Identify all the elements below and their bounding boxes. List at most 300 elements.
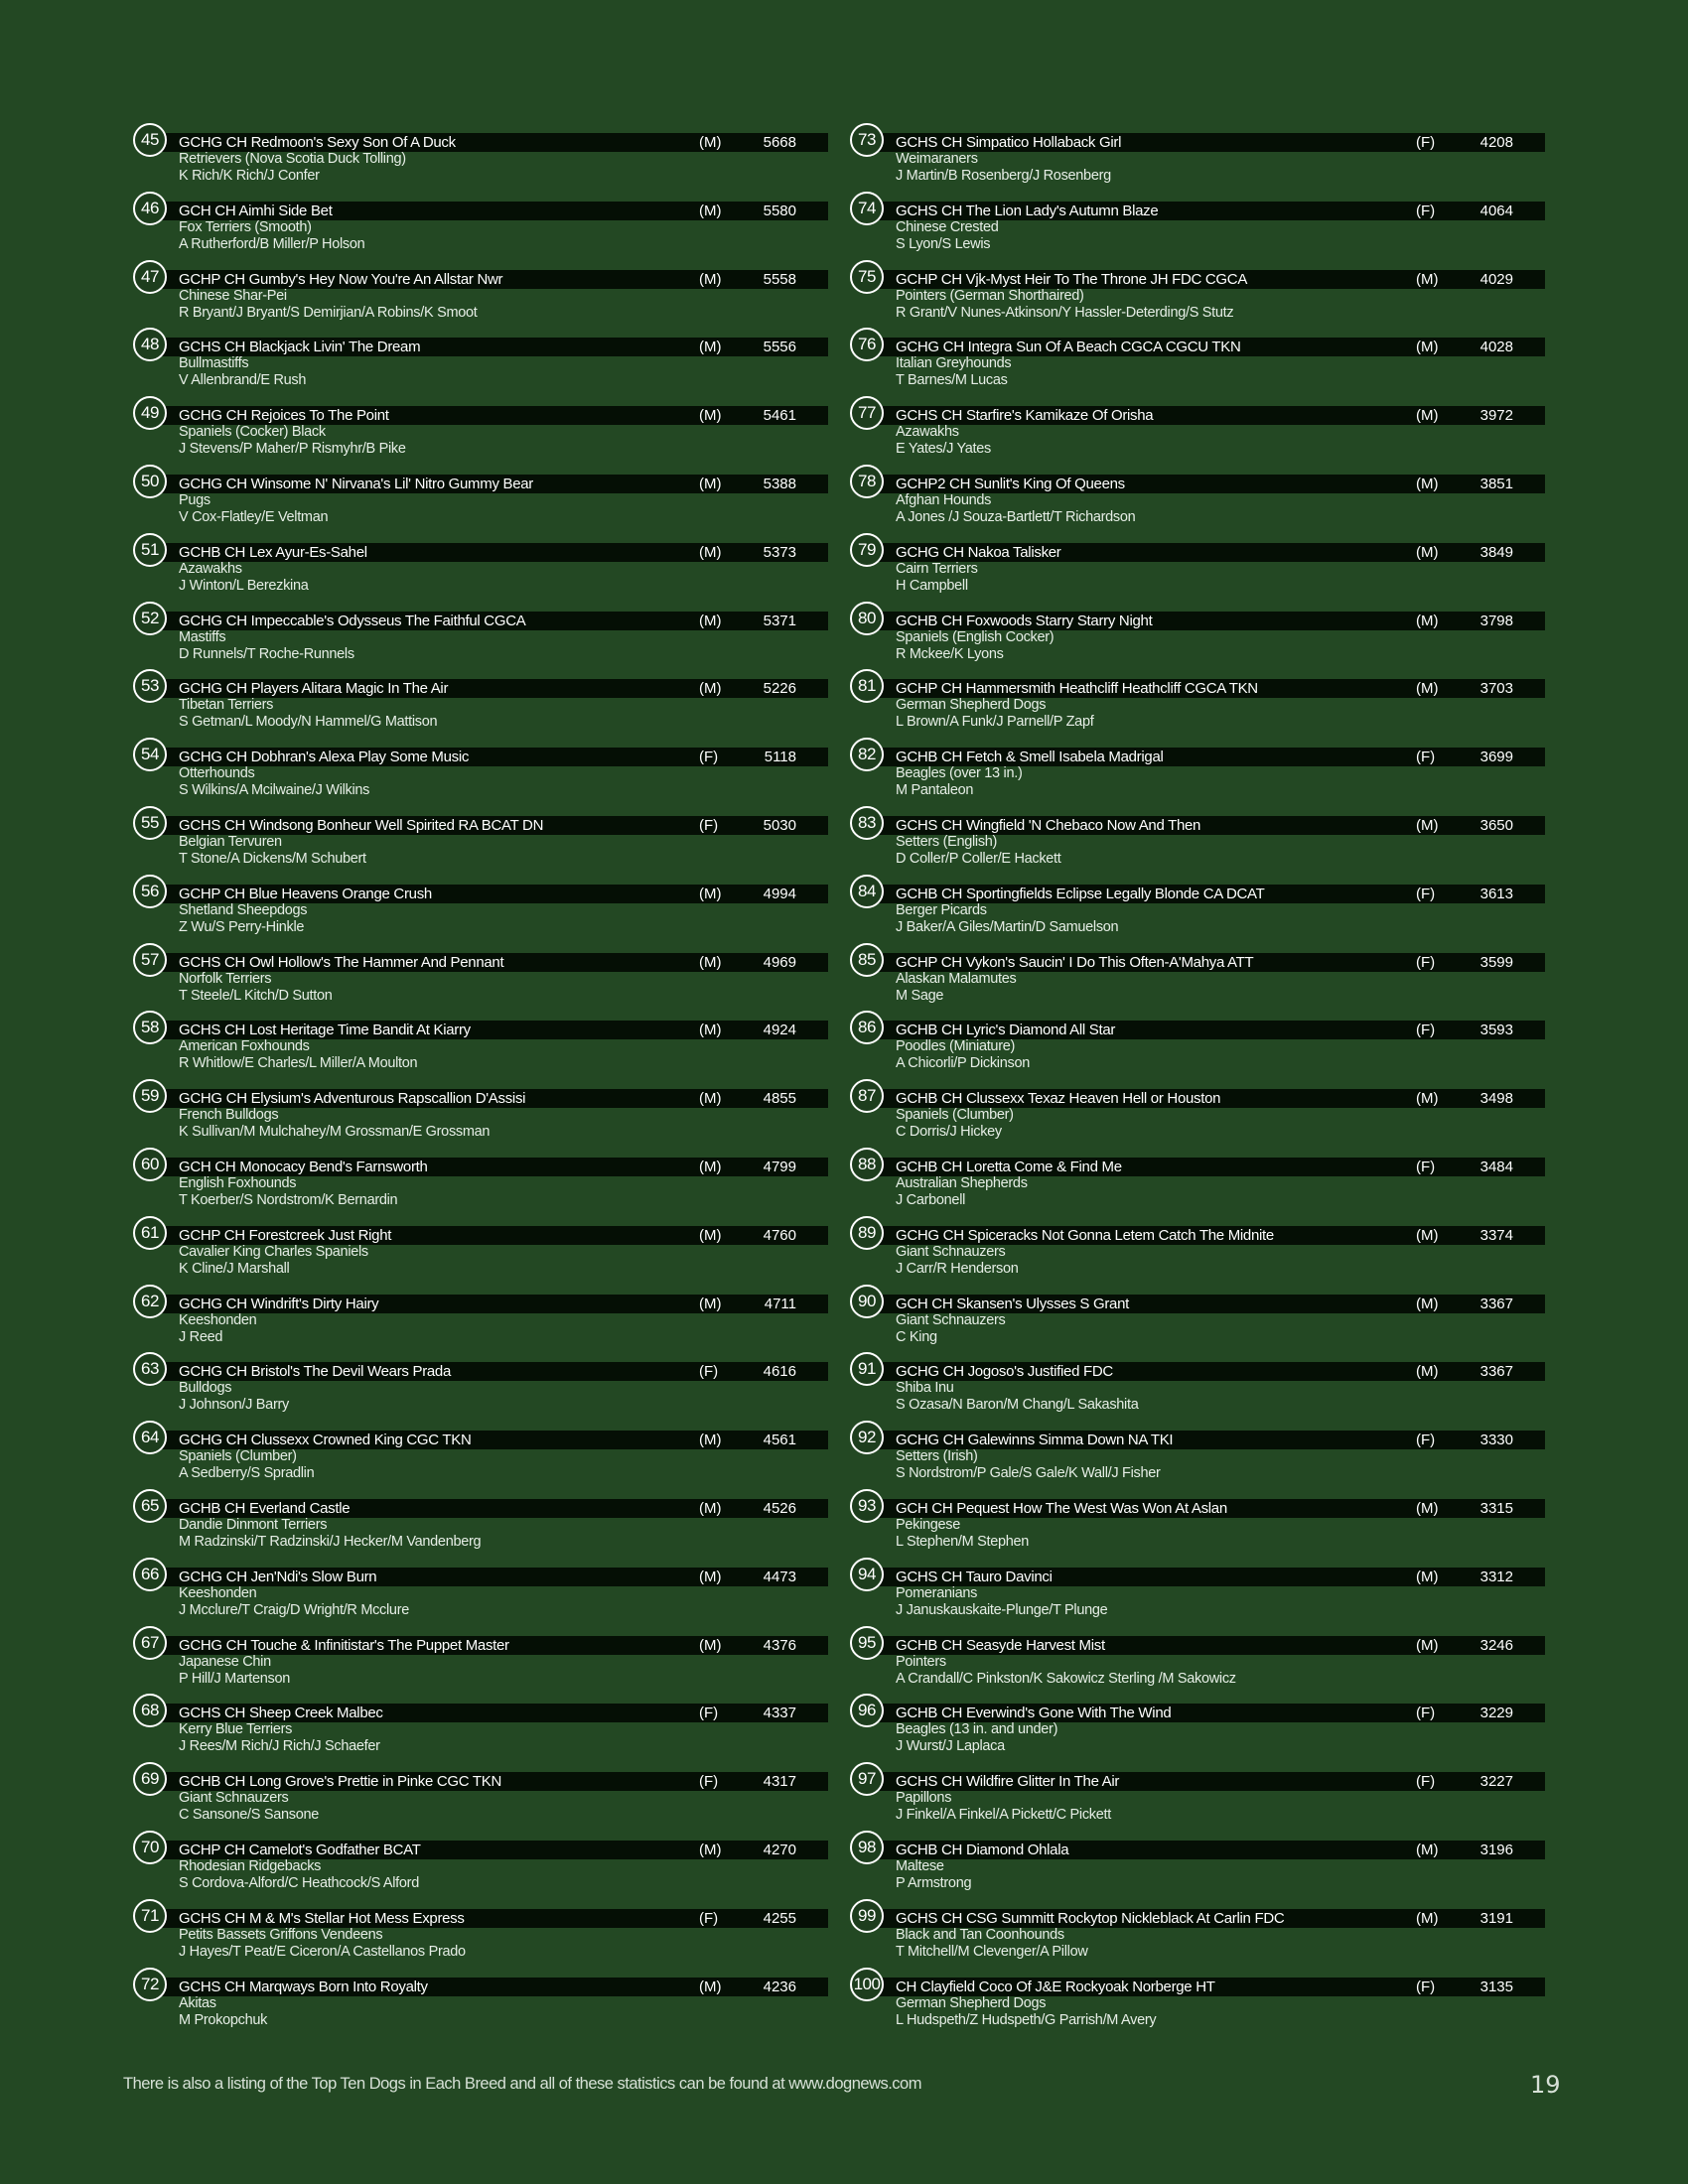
dog-name: GCH CH Pequest How The West Was Won At Aslan bbox=[896, 1499, 1227, 1517]
rank-badge: 63 bbox=[133, 1352, 167, 1386]
rank-badge: 58 bbox=[133, 1011, 167, 1044]
rankings-column-left bbox=[133, 123, 828, 2035]
dog-sex: (F) bbox=[1416, 202, 1436, 219]
dog-name: GCHB CH Loretta Come & Find Me bbox=[896, 1158, 1122, 1175]
dog-points: 3798 bbox=[1479, 612, 1513, 629]
footer-note: There is also a listing of the Top Ten Dogs in Each Breed and all of these statistics can be found at www.dognews.com bbox=[123, 2075, 921, 2093]
rank-badge: 56 bbox=[133, 875, 167, 908]
dog-name: GCHP CH Hammersmith Heathcliff Heathcliff CGCA TKN bbox=[896, 680, 1258, 698]
ranking-entry bbox=[133, 533, 828, 602]
ranking-entry bbox=[133, 806, 828, 875]
dog-name: GCHG CH Rejoices To The Point bbox=[179, 407, 389, 425]
rank-badge: 53 bbox=[133, 669, 167, 703]
ranking-entry bbox=[133, 1216, 828, 1285]
dog-sex: (M) bbox=[699, 270, 722, 288]
dog-name: GCHB CH Lyric's Diamond All Star bbox=[896, 1022, 1116, 1039]
dog-breed: Kerry Blue Terriers bbox=[179, 1721, 293, 1738]
dog-points: 5461 bbox=[763, 407, 796, 425]
dog-points: 3312 bbox=[1479, 1568, 1513, 1585]
rank-badge: 77 bbox=[850, 396, 884, 430]
rank-badge: 80 bbox=[850, 602, 884, 635]
dog-points: 4799 bbox=[763, 1158, 796, 1175]
dog-points: 4561 bbox=[763, 1432, 796, 1449]
rank-badge: 71 bbox=[133, 1899, 167, 1933]
dog-owners: J Mcclure/T Craig/D Wright/R Mcclure bbox=[179, 1601, 409, 1618]
dog-owners: R Bryant/J Bryant/S Demirjian/A Robins/K Smoot bbox=[179, 304, 478, 321]
rank-badge: 97 bbox=[850, 1762, 884, 1796]
dog-sex: (M) bbox=[1416, 1636, 1439, 1654]
dog-owners: P Armstrong bbox=[896, 1874, 972, 1891]
rank-badge: 57 bbox=[133, 943, 167, 977]
dog-points: 3330 bbox=[1479, 1432, 1513, 1449]
rankings-column-right bbox=[850, 123, 1545, 2035]
ranking-entry bbox=[133, 396, 828, 465]
dog-breed: Pugs bbox=[179, 491, 211, 508]
ranking-entry bbox=[850, 1421, 1545, 1489]
dog-owners: J Wurst/J Laplaca bbox=[896, 1738, 1005, 1755]
dog-breed: Pomeranians bbox=[896, 1584, 978, 1601]
dog-owners: T Steele/L Kitch/D Sutton bbox=[179, 987, 333, 1004]
ranking-entry bbox=[133, 1831, 828, 1899]
dog-sex: (M) bbox=[699, 1295, 722, 1312]
dog-breed: Fox Terriers (Smooth) bbox=[179, 218, 312, 235]
dog-owners: T Barnes/M Lucas bbox=[896, 372, 1008, 389]
ranking-entry bbox=[850, 260, 1545, 329]
dog-sex: (M) bbox=[1416, 1909, 1439, 1927]
ranking-entry bbox=[133, 1968, 828, 2036]
dog-breed: English Foxhounds bbox=[179, 1174, 297, 1191]
dog-sex: (F) bbox=[1416, 953, 1436, 971]
dog-breed: Spaniels (English Cocker) bbox=[896, 628, 1055, 645]
rank-badge: 48 bbox=[133, 328, 167, 361]
dog-breed: Chinese Crested bbox=[896, 218, 999, 235]
ranking-entry bbox=[133, 1421, 828, 1489]
dog-sex: (M) bbox=[699, 1090, 722, 1108]
dog-points: 3851 bbox=[1479, 475, 1513, 492]
dog-sex: (F) bbox=[1416, 1158, 1436, 1175]
ranking-entry bbox=[133, 943, 828, 1012]
dog-breed: Spaniels (Clumber) bbox=[179, 1448, 297, 1465]
dog-name: GCH CH Monocacy Bend's Farnsworth bbox=[179, 1158, 428, 1175]
dog-owners: R Whitlow/E Charles/L Miller/A Moulton bbox=[179, 1055, 418, 1072]
dog-sex: (M) bbox=[1416, 1226, 1439, 1244]
dog-sex: (M) bbox=[1416, 339, 1439, 356]
dog-sex: (M) bbox=[699, 1499, 722, 1517]
dog-points: 4376 bbox=[763, 1636, 796, 1654]
rank-badge: 86 bbox=[850, 1011, 884, 1044]
ranking-entry bbox=[850, 1352, 1545, 1421]
dog-points: 4028 bbox=[1479, 339, 1513, 356]
dog-breed: Giant Schnauzers bbox=[896, 1243, 1006, 1260]
ranking-entry bbox=[133, 1148, 828, 1216]
dog-owners: K Cline/J Marshall bbox=[179, 1260, 290, 1277]
dog-sex: (F) bbox=[699, 1773, 719, 1791]
dog-name: GCHB CH Fetch & Smell Isabela Madrigal bbox=[896, 749, 1164, 766]
rank-badge: 74 bbox=[850, 192, 884, 225]
dog-name: GCHB CH Everwind's Gone With The Wind bbox=[896, 1705, 1172, 1722]
rank-badge: 94 bbox=[850, 1558, 884, 1591]
dog-points: 3599 bbox=[1479, 953, 1513, 971]
dog-name: GCHG CH Players Alitara Magic In The Air bbox=[179, 680, 449, 698]
dog-sex: (M) bbox=[1416, 1090, 1439, 1108]
dog-owners: D Coller/P Coller/E Hackett bbox=[896, 850, 1061, 867]
dog-owners: A Rutherford/B Miller/P Holson bbox=[179, 235, 365, 252]
dog-breed: American Foxhounds bbox=[179, 1038, 310, 1055]
dog-sex: (F) bbox=[1416, 1773, 1436, 1791]
dog-breed: Spaniels (Clumber) bbox=[896, 1107, 1014, 1124]
ranking-entry bbox=[133, 1489, 828, 1558]
dog-owners: J Rees/M Rich/J Rich/J Schaefer bbox=[179, 1738, 380, 1755]
dog-owners: J Hayes/T Peat/E Ciceron/A Castellanos Prado bbox=[179, 1943, 466, 1960]
dog-owners: S Nordstrom/P Gale/S Gale/K Wall/J Fisher bbox=[896, 1465, 1161, 1482]
dog-name: GCH CH Skansen's Ulysses S Grant bbox=[896, 1295, 1129, 1312]
dog-name: GCHS CH M & M's Stellar Hot Mess Express bbox=[179, 1909, 465, 1927]
ranking-entry bbox=[133, 465, 828, 533]
dog-name: GCHP CH Gumby's Hey Now You're An Allstar Nwr bbox=[179, 270, 503, 288]
dog-points: 3699 bbox=[1479, 749, 1513, 766]
dog-sex: (F) bbox=[699, 749, 719, 766]
dog-points: 4760 bbox=[763, 1226, 796, 1244]
dog-breed: Afghan Hounds bbox=[896, 491, 992, 508]
ranking-entry bbox=[133, 1899, 828, 1968]
dog-name: GCHG CH Elysium's Adventurous Rapscallion D'Assisi bbox=[179, 1090, 526, 1108]
dog-breed: Chinese Shar-Pei bbox=[179, 287, 287, 304]
dog-owners: V Cox-Flatley/E Veltman bbox=[179, 508, 329, 525]
dog-breed: Japanese Chin bbox=[179, 1653, 271, 1670]
rank-badge: 65 bbox=[133, 1489, 167, 1523]
dog-breed: Retrievers (Nova Scotia Duck Tolling) bbox=[179, 151, 406, 167]
dog-sex: (M) bbox=[699, 1568, 722, 1585]
dog-owners: J Winton/L Berezkina bbox=[179, 577, 309, 594]
dog-breed: Alaskan Malamutes bbox=[896, 970, 1017, 987]
ranking-entry bbox=[850, 533, 1545, 602]
dog-name: GCHS CH Blackjack Livin' The Dream bbox=[179, 339, 421, 356]
dog-owners: A Crandall/C Pinkston/K Sakowicz Sterling /M Sakowicz bbox=[896, 1670, 1236, 1687]
dog-breed: Azawakhs bbox=[896, 424, 959, 441]
dog-owners: C Sansone/S Sansone bbox=[179, 1807, 320, 1824]
dog-breed: Pekingese bbox=[896, 1516, 961, 1533]
dog-owners: T Stone/A Dickens/M Schubert bbox=[179, 850, 366, 867]
ranking-entry bbox=[850, 1148, 1545, 1216]
dog-sex: (M) bbox=[699, 1841, 722, 1858]
dog-sex: (F) bbox=[1416, 1432, 1436, 1449]
dog-points: 4526 bbox=[763, 1499, 796, 1517]
dog-owners: J Baker/A Giles/Martin/D Samuelson bbox=[896, 918, 1119, 935]
dog-breed: Keeshonden bbox=[179, 1311, 257, 1328]
dog-sex: (F) bbox=[1416, 885, 1436, 902]
dog-points: 5373 bbox=[763, 543, 796, 561]
dog-points: 5118 bbox=[764, 749, 796, 766]
ranking-entry bbox=[133, 1762, 828, 1831]
ranking-entry bbox=[850, 1968, 1545, 2036]
dog-owners: T Koerber/S Nordstrom/K Bernardin bbox=[179, 1191, 398, 1208]
dog-points: 4029 bbox=[1479, 270, 1513, 288]
rank-badge: 50 bbox=[133, 465, 167, 498]
ranking-entry bbox=[850, 602, 1545, 670]
dog-points: 3484 bbox=[1479, 1158, 1513, 1175]
dog-breed: Tibetan Terriers bbox=[179, 697, 274, 714]
dog-breed: Dandie Dinmont Terriers bbox=[179, 1516, 328, 1533]
dog-owners: A Sedberry/S Spradlin bbox=[179, 1465, 315, 1482]
ranking-entry bbox=[850, 943, 1545, 1012]
dog-points: 4924 bbox=[763, 1022, 796, 1039]
dog-owners: J Finkel/A Finkel/A Pickett/C Pickett bbox=[896, 1807, 1111, 1824]
rank-badge: 92 bbox=[850, 1421, 884, 1454]
dog-name: GCHS CH The Lion Lady's Autumn Blaze bbox=[896, 202, 1159, 219]
dog-sex: (M) bbox=[699, 1022, 722, 1039]
dog-name: GCHG CH Integra Sun Of A Beach CGCA CGCU TKN bbox=[896, 339, 1241, 356]
dog-points: 4337 bbox=[763, 1705, 796, 1722]
rank-badge: 75 bbox=[850, 260, 884, 294]
dog-name: GCHB CH Clussexx Texaz Heaven Hell or Houston bbox=[896, 1090, 1221, 1108]
ranking-entry bbox=[850, 192, 1545, 260]
dog-name: GCHG CH Touche & Infinitistar's The Puppet Master bbox=[179, 1636, 509, 1654]
dog-name: GCHB CH Diamond Ohlala bbox=[896, 1841, 1069, 1858]
dog-breed: Black and Tan Coonhounds bbox=[896, 1926, 1064, 1943]
rank-badge: 76 bbox=[850, 328, 884, 361]
dog-breed: Setters (English) bbox=[896, 833, 998, 850]
dog-breed: Pointers bbox=[896, 1653, 946, 1670]
dog-name: GCHS CH Wingfield 'N Chebaco Now And Then bbox=[896, 816, 1201, 834]
dog-breed: Mastiffs bbox=[179, 628, 226, 645]
ranking-entry bbox=[850, 1216, 1545, 1285]
dog-owners: M Pantaleon bbox=[896, 782, 974, 799]
dog-owners: R Grant/V Nunes-Atkinson/Y Hassler-Deterding/S Stutz bbox=[896, 304, 1234, 321]
dog-points: 3191 bbox=[1479, 1909, 1513, 1927]
ranking-entry bbox=[133, 1352, 828, 1421]
dog-breed: Giant Schnauzers bbox=[179, 1790, 289, 1807]
page-number: 19 bbox=[1530, 2071, 1561, 2099]
rank-badge: 89 bbox=[850, 1216, 884, 1250]
dog-sex: (F) bbox=[1416, 749, 1436, 766]
dog-name: GCHG CH Redmoon's Sexy Son Of A Duck bbox=[179, 134, 456, 151]
dog-points: 4208 bbox=[1479, 134, 1513, 151]
dog-owners: A Jones /J Souza-Bartlett/T Richardson bbox=[896, 508, 1136, 525]
dog-breed: Azawakhs bbox=[179, 560, 242, 577]
dog-owners: J Januskauskaite-Plunge/T Plunge bbox=[896, 1601, 1108, 1618]
dog-sex: (M) bbox=[699, 953, 722, 971]
dog-name: GCHG CH Jen'Ndi's Slow Burn bbox=[179, 1568, 377, 1585]
dog-name: GCHS CH Windsong Bonheur Well Spirited RA BCAT DN bbox=[179, 816, 544, 834]
dog-breed: Spaniels (Cocker) Black bbox=[179, 424, 326, 441]
dog-breed: Beagles (over 13 in.) bbox=[896, 765, 1023, 782]
dog-name: GCHB CH Everland Castle bbox=[179, 1499, 351, 1517]
dog-name: GCHG CH Nakoa Talisker bbox=[896, 543, 1061, 561]
dog-points: 3593 bbox=[1479, 1022, 1513, 1039]
dog-sex: (M) bbox=[699, 1226, 722, 1244]
dog-name: GCHP CH Blue Heavens Orange Crush bbox=[179, 885, 432, 902]
dog-breed: Setters (Irish) bbox=[896, 1448, 978, 1465]
dog-owners: J Carbonell bbox=[896, 1191, 966, 1208]
ranking-entry bbox=[133, 1626, 828, 1695]
rank-badge: 68 bbox=[133, 1694, 167, 1727]
ranking-entry bbox=[850, 1011, 1545, 1079]
dog-points: 3367 bbox=[1479, 1363, 1513, 1381]
dog-breed: Norfolk Terriers bbox=[179, 970, 272, 987]
dog-sex: (M) bbox=[699, 885, 722, 902]
ranking-entry bbox=[850, 1285, 1545, 1353]
dog-owners: E Yates/J Yates bbox=[896, 441, 991, 458]
dog-points: 3849 bbox=[1479, 543, 1513, 561]
rank-badge: 91 bbox=[850, 1352, 884, 1386]
rank-badge: 93 bbox=[850, 1489, 884, 1523]
rank-badge: 47 bbox=[133, 260, 167, 294]
dog-breed: Rhodesian Ridgebacks bbox=[179, 1857, 322, 1874]
rank-badge: 67 bbox=[133, 1626, 167, 1660]
dog-name: GCHP CH Vykon's Saucin' I Do This Often-A'Mahya ATT bbox=[896, 953, 1254, 971]
dog-breed: Petits Bassets Griffons Vendeens bbox=[179, 1926, 383, 1943]
dog-points: 5558 bbox=[763, 270, 796, 288]
dog-owners: M Sage bbox=[896, 987, 944, 1004]
rank-badge: 54 bbox=[133, 738, 167, 771]
dog-points: 3613 bbox=[1479, 885, 1513, 902]
dog-points: 3227 bbox=[1479, 1773, 1513, 1791]
dog-name: GCHB CH Foxwoods Starry Starry Night bbox=[896, 612, 1153, 629]
dog-owners: J Carr/R Henderson bbox=[896, 1260, 1019, 1277]
dog-name: GCHG CH Galewinns Simma Down NA TKI bbox=[896, 1432, 1174, 1449]
dog-owners: S Getman/L Moody/N Hammel/G Mattison bbox=[179, 714, 438, 731]
dog-breed: Cairn Terriers bbox=[896, 560, 978, 577]
dog-name: GCHS CH Lost Heritage Time Bandit At Kiarry bbox=[179, 1022, 471, 1039]
dog-owners: S Wilkins/A Mcilwaine/J Wilkins bbox=[179, 782, 370, 799]
dog-breed: Maltese bbox=[896, 1857, 944, 1874]
dog-breed: German Shepherd Dogs bbox=[896, 697, 1047, 714]
ranking-entry bbox=[133, 260, 828, 329]
rank-badge: 72 bbox=[133, 1968, 167, 2001]
ranking-entry bbox=[850, 328, 1545, 396]
dog-sex: (M) bbox=[1416, 1363, 1439, 1381]
dog-name: GCHB CH Seasyde Harvest Mist bbox=[896, 1636, 1105, 1654]
dog-sex: (M) bbox=[699, 1158, 722, 1175]
dog-sex: (M) bbox=[699, 407, 722, 425]
dog-points: 3229 bbox=[1479, 1705, 1513, 1722]
ranking-entry bbox=[850, 669, 1545, 738]
ranking-entry bbox=[850, 738, 1545, 806]
dog-name: GCHP2 CH Sunlit's King Of Queens bbox=[896, 475, 1125, 492]
dog-points: 3374 bbox=[1479, 1226, 1513, 1244]
dog-breed: Australian Shepherds bbox=[896, 1174, 1028, 1191]
rank-badge: 51 bbox=[133, 533, 167, 567]
rank-badge: 88 bbox=[850, 1148, 884, 1181]
dog-owners: Z Wu/S Perry-Hinkle bbox=[179, 918, 305, 935]
dog-name: GCHB CH Lex Ayur-Es-Sahel bbox=[179, 543, 367, 561]
ranking-entry bbox=[850, 875, 1545, 943]
dog-name: GCHG CH Clussexx Crowned King CGC TKN bbox=[179, 1432, 472, 1449]
rank-badge: 78 bbox=[850, 465, 884, 498]
dog-points: 4711 bbox=[764, 1295, 796, 1312]
ranking-entry bbox=[133, 1285, 828, 1353]
dog-sex: (F) bbox=[1416, 134, 1436, 151]
ranking-entry bbox=[850, 1489, 1545, 1558]
dog-owners: S Cordova-Alford/C Heathcock/S Alford bbox=[179, 1874, 419, 1891]
dog-points: 3246 bbox=[1479, 1636, 1513, 1654]
dog-owners: S Ozasa/N Baron/M Chang/L Sakashita bbox=[896, 1397, 1139, 1414]
dog-points: 4236 bbox=[763, 1978, 796, 1995]
rank-badge: 64 bbox=[133, 1421, 167, 1454]
rank-badge: 55 bbox=[133, 806, 167, 840]
dog-breed: Weimaraners bbox=[896, 151, 978, 167]
dog-sex: (M) bbox=[699, 543, 722, 561]
dog-sex: (M) bbox=[699, 1978, 722, 1995]
ranking-entry bbox=[133, 1558, 828, 1626]
dog-name: GCHG CH Winsome N' Nirvana's Lil' Nitro Gummy Bear bbox=[179, 475, 533, 492]
dog-name: GCHS CH Tauro Davinci bbox=[896, 1568, 1053, 1585]
dog-points: 3498 bbox=[1479, 1090, 1513, 1108]
ranking-entry bbox=[850, 1626, 1545, 1695]
dog-sex: (M) bbox=[699, 202, 722, 219]
dog-sex: (M) bbox=[699, 1636, 722, 1654]
dog-owners: T Mitchell/M Clevenger/A Pillow bbox=[896, 1943, 1088, 1960]
dog-points: 3703 bbox=[1479, 680, 1513, 698]
dog-sex: (M) bbox=[1416, 543, 1439, 561]
dog-breed: Papillons bbox=[896, 1790, 952, 1807]
rank-badge: 46 bbox=[133, 192, 167, 225]
dog-owners: M Radzinski/T Radzinski/J Hecker/M Vandenberg bbox=[179, 1533, 482, 1550]
rank-badge: 59 bbox=[133, 1079, 167, 1113]
dog-owners: H Campbell bbox=[896, 577, 968, 594]
dog-breed: German Shepherd Dogs bbox=[896, 1994, 1047, 2011]
ranking-entry bbox=[850, 123, 1545, 192]
dog-points: 3650 bbox=[1479, 816, 1513, 834]
rank-badge: 85 bbox=[850, 943, 884, 977]
dog-points: 5030 bbox=[763, 816, 796, 834]
dog-sex: (F) bbox=[1416, 1978, 1436, 1995]
rank-badge: 70 bbox=[133, 1831, 167, 1864]
dog-name: GCHG CH Spiceracks Not Gonna Letem Catch The Midnite bbox=[896, 1226, 1274, 1244]
dog-breed: Bullmastiffs bbox=[179, 355, 249, 372]
rank-badge: 99 bbox=[850, 1899, 884, 1933]
dog-name: GCHS CH Owl Hollow's The Hammer And Pennant bbox=[179, 953, 504, 971]
dog-owners: L Brown/A Funk/J Parnell/P Zapf bbox=[896, 714, 1094, 731]
dog-points: 4255 bbox=[763, 1909, 796, 1927]
dog-owners: J Johnson/J Barry bbox=[179, 1397, 289, 1414]
dog-owners: J Reed bbox=[179, 1328, 223, 1345]
dog-points: 3367 bbox=[1479, 1295, 1513, 1312]
dog-points: 5556 bbox=[763, 339, 796, 356]
ranking-entry bbox=[850, 1079, 1545, 1148]
rank-badge: 45 bbox=[133, 123, 167, 157]
rank-badge: 87 bbox=[850, 1079, 884, 1113]
dog-owners: A Chicorli/P Dickinson bbox=[896, 1055, 1030, 1072]
dog-points: 4317 bbox=[763, 1773, 796, 1791]
dog-owners: K Rich/K Rich/J Confer bbox=[179, 168, 320, 184]
dog-points: 4969 bbox=[763, 953, 796, 971]
dog-points: 5668 bbox=[763, 134, 796, 151]
dog-breed: French Bulldogs bbox=[179, 1107, 279, 1124]
dog-name: GCHS CH Sheep Creek Malbec bbox=[179, 1705, 383, 1722]
dog-breed: Akitas bbox=[179, 1994, 216, 2011]
rank-badge: 96 bbox=[850, 1694, 884, 1727]
dog-points: 4616 bbox=[763, 1363, 796, 1381]
dog-breed: Shiba Inu bbox=[896, 1380, 954, 1397]
ranking-entry bbox=[850, 1558, 1545, 1626]
dog-sex: (F) bbox=[699, 1363, 719, 1381]
dog-sex: (M) bbox=[699, 475, 722, 492]
dog-sex: (M) bbox=[1416, 270, 1439, 288]
ranking-entry bbox=[850, 1831, 1545, 1899]
dog-sex: (M) bbox=[1416, 680, 1439, 698]
ranking-entry bbox=[850, 1762, 1545, 1831]
ranking-entry bbox=[850, 1694, 1545, 1762]
dog-name: GCHP CH Camelot's Godfather BCAT bbox=[179, 1841, 421, 1858]
ranking-entry bbox=[133, 875, 828, 943]
rank-badge: 79 bbox=[850, 533, 884, 567]
dog-points: 3135 bbox=[1479, 1978, 1513, 1995]
dog-owners: C King bbox=[896, 1328, 937, 1345]
rank-badge: 100 bbox=[850, 1968, 884, 2001]
ranking-entry bbox=[133, 738, 828, 806]
ranking-entry bbox=[850, 396, 1545, 465]
